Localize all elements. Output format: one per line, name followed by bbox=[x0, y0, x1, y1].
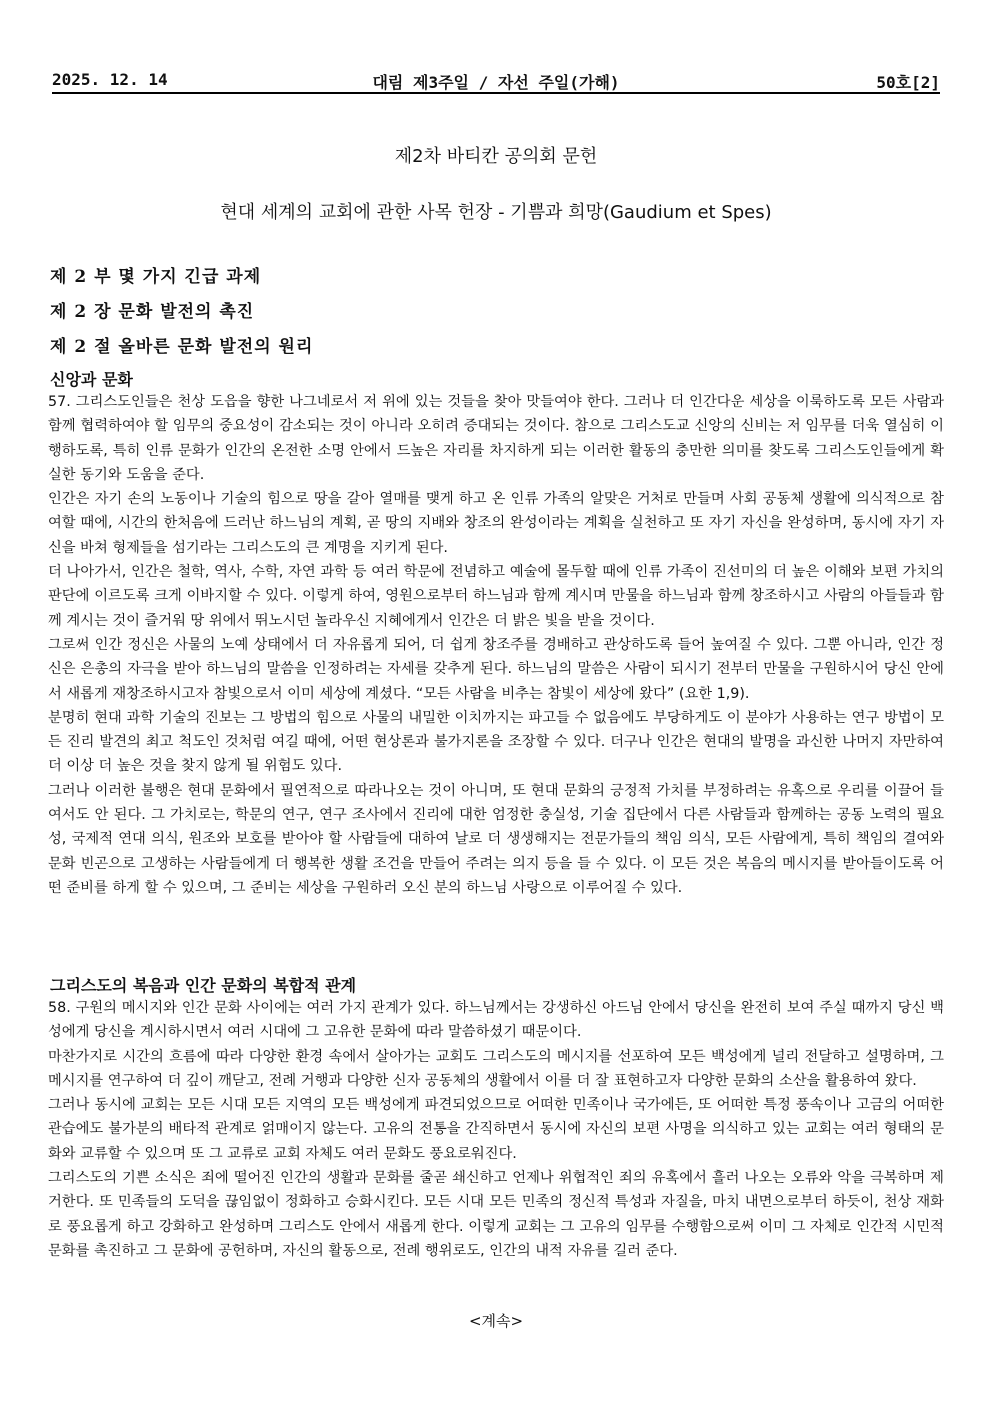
paragraph: 그러나 동시에 교회는 모든 시대 모든 지역의 모든 백성에게 파견되었으므로 어떠한 민족이나 국가에든, 또 어떠한 특정 풍속이나 고금의 어떠한 관습에도 불가분의 배타적 관계로 얽매이지 않는다. 고유의 전통을 간직하면서 동시에 자신의 보편 사명을 의식하고 있는 교회는 여러 형태의 문화와 교류할 수 있으며 또 그 교류로 교회 자체도 여러 문화도 풍요로워진다. bbox=[48, 1097, 944, 1162]
paragraph: 58. 구원의 메시지와 인간 문화 사이에는 여러 가지 관계가 있다. 하느님께서는 강생하신 아드님 안에서 당신을 완전히 보여 주실 때까지 당신 백성에게 당신을 계시하시면서 여러 시대에 그 고유한 문화에 따라 말씀하셨기 때문이다. bbox=[48, 1000, 944, 1041]
paragraph: 마찬가지로 시간의 흐름에 따라 다양한 환경 속에서 살아가는 교회도 그리스도의 메시지를 선포하여 모든 백성에게 널리 전달하고 설명하며, 그 메시지를 연구하여 더 깊이 깨닫고, 전례 거행과 다양한 신자 공동체의 생활에서 이를 더 잘 표현하고자 다양한 문화의 소산을 활용하여 왔다. bbox=[48, 1048, 944, 1089]
outline-section: 제 2 절 올바른 문화 발전의 원리 bbox=[50, 337, 314, 357]
paragraph: 분명히 현대 과학 기술의 진보는 그 방법의 힘으로 사물의 내밀한 이치까지는 파고들 수 없음에도 부당하게도 이 분야가 사용하는 연구 방법이 모든 진리 발견의 최고 척도인 것처럼 여길 때에, 어떤 현상론과 불가지론을 조장할 수 있다. 더구나 인간은 현대의 발명을 과신한 나머지 자만하여 더 이상 더 높은 것을 찾지 않게 될 위험도 있다. bbox=[48, 709, 944, 775]
paragraph: 그리스도의 기쁜 소식은 죄에 떨어진 인간의 생활과 문화를 줄곧 쇄신하고 언제나 위협적인 죄의 유혹에서 흘러 나오는 오류와 악을 극복하며 제거한다. 또 민족들의 도덕을 끊임없이 정화하고 승화시킨다. 모든 시대 모든 민족의 정신적 특성과 자질을, 마치 내면으로부터 하듯이, 천상 재화로 풍요롭게 하고 강화하고 완성하며 그리스도 안에서 새롭게 한다. 이렇게 교회는 그 고유의 임무를 수행함으로써 이미 그 자체로 인간적 시민적 문화를 촉진하고 그 문화에 공헌하며, 자신의 활동으로, 전례 행위로도, 인간의 내적 자유를 길러 준다. bbox=[48, 1170, 944, 1259]
document-title: 제2차 바티칸 공의회 문헌 bbox=[394, 146, 598, 167]
paragraph: 그로써 인간 정신은 사물의 노예 상태에서 더 자유롭게 되어, 더 쉽게 창조주를 경배하고 관상하도록 들어 높여질 수 있다. 그뿐 아니라, 인간 정신은 은총의 자극을 받아 하느님의 말씀을 인정하려는 자세를 갖추게 된다. 하느님의 말씀은 사람이 되시기 전부터 만물을 구원하시어 당신 안에서 새롭게 재창조하시고자 참빛으로서 이미 세상에 계셨다. “모든 사람을 비추는 참빛이 세상에 왔다” (요한 1,9). bbox=[48, 636, 944, 702]
paragraph: 그러나 이러한 불행은 현대 문화에서 필연적으로 따라나오는 것이 아니며, 또 현대 문화의 긍정적 가치를 부정하려는 유혹으로 우리를 이끌어 들여서도 안 된다. 그 가치로는, 학문의 연구, 연구 조사에서 진리에 대한 엄정한 충실성, 기술 집단에서 다른 사람들과 함께하는 공동 노력의 필요성, 국제적 연대 의식, 원조와 보호를 받아야 할 사람들에 대하여 날로 더 생생해지는 전문가들의 책임 의식, 모든 사람에게, 특히 책임의 결여와 문화 빈곤으로 고생하는 사람들에게 더 행복한 생활 조건을 만들어 주려는 의지 등을 들 수 있다. 이 모든 것은 복음의 메시지를 받아들이도록 어떤 준비를 하게 할 수 있으며, 그 준비는 세상을 구원하러 오신 분의 하느님 사랑으로 이루어질 수 있다. bbox=[48, 782, 944, 896]
issue-date: 2025. 12. 14 bbox=[52, 70, 168, 89]
document-subtitle: 현대 세계의 교회에 관한 사목 헌장 - 기쁨과 희망(Gaudium et Spes) bbox=[220, 202, 772, 223]
section-body-faith-culture bbox=[48, 390, 944, 900]
bulletin-header bbox=[52, 68, 940, 94]
section-heading-faith-culture: 신앙과 문화 bbox=[50, 370, 133, 389]
paragraph: 57. 그리스도인들은 천상 도읍을 향한 나그네로서 저 위에 있는 것들을 찾아 맛들여야 한다. 그러나 더 인간다운 세상을 이룩하도록 모든 사람과 함께 협력하여야 할 임무의 중요성이 감소되는 것이 아니라 오히려 증대되는 것이다. 참으로 그리스도교 신앙의 신비는 저 임무를 더욱 열심히 이행하도록, 특히 인류 문화가 인간의 온전한 소명 안에서 드높은 자리를 차지하게 되는 이러한 활동의 충만한 의미를 찾도록 그리스도인들에게 확실한 동기와 도움을 준다. bbox=[48, 394, 944, 483]
section-body-gospel-culture bbox=[48, 996, 944, 1263]
outline-chapter: 제 2 장 문화 발전의 촉진 bbox=[50, 302, 255, 322]
liturgical-day: 대림 제3주일 / 자선 주일(가해) bbox=[372, 73, 620, 92]
paragraph: 인간은 자기 손의 노동이나 기술의 힘으로 땅을 갈아 열매를 맺게 하고 온 인류 가족의 알맞은 거처로 만들며 사회 공동체 생활에 의식적으로 참여할 때에, 시간의 한처음에 드러난 하느님의 계획, 곧 땅의 지배와 창조의 완성이라는 계획을 실천하고 또 자기 자신을 완성하며, 동시에 자기 자신을 바쳐 형제들을 섬기라는 그리스도의 큰 계명을 지키게 된다. bbox=[48, 491, 944, 556]
issue-number: 50호[2] bbox=[876, 73, 940, 92]
continued-marker: <계속> bbox=[468, 1312, 524, 1330]
paragraph: 더 나아가서, 인간은 철학, 역사, 수학, 자연 과학 등 여러 학문에 전념하고 예술에 몰두할 때에 인류 가족이 진선미의 더 높은 이해와 보편 가치의 판단에 이르도록 크게 이바지할 수 있다. 이렇게 하여, 영원으로부터 하느님과 함께 계시며 만물을 하느님과 함께 창조하시고 사람의 아들들과 함께 계시는 것이 즐거워 땅 위에서 뛰노시던 놀라우신 지혜에게서 인간은 더 밝은 빛을 받을 것이다. bbox=[48, 564, 944, 629]
section-heading-gospel-culture: 그리스도의 복음과 인간 문화의 복합적 관계 bbox=[50, 976, 357, 995]
outline-part: 제 2 부 몇 가지 긴급 과제 bbox=[50, 267, 262, 287]
